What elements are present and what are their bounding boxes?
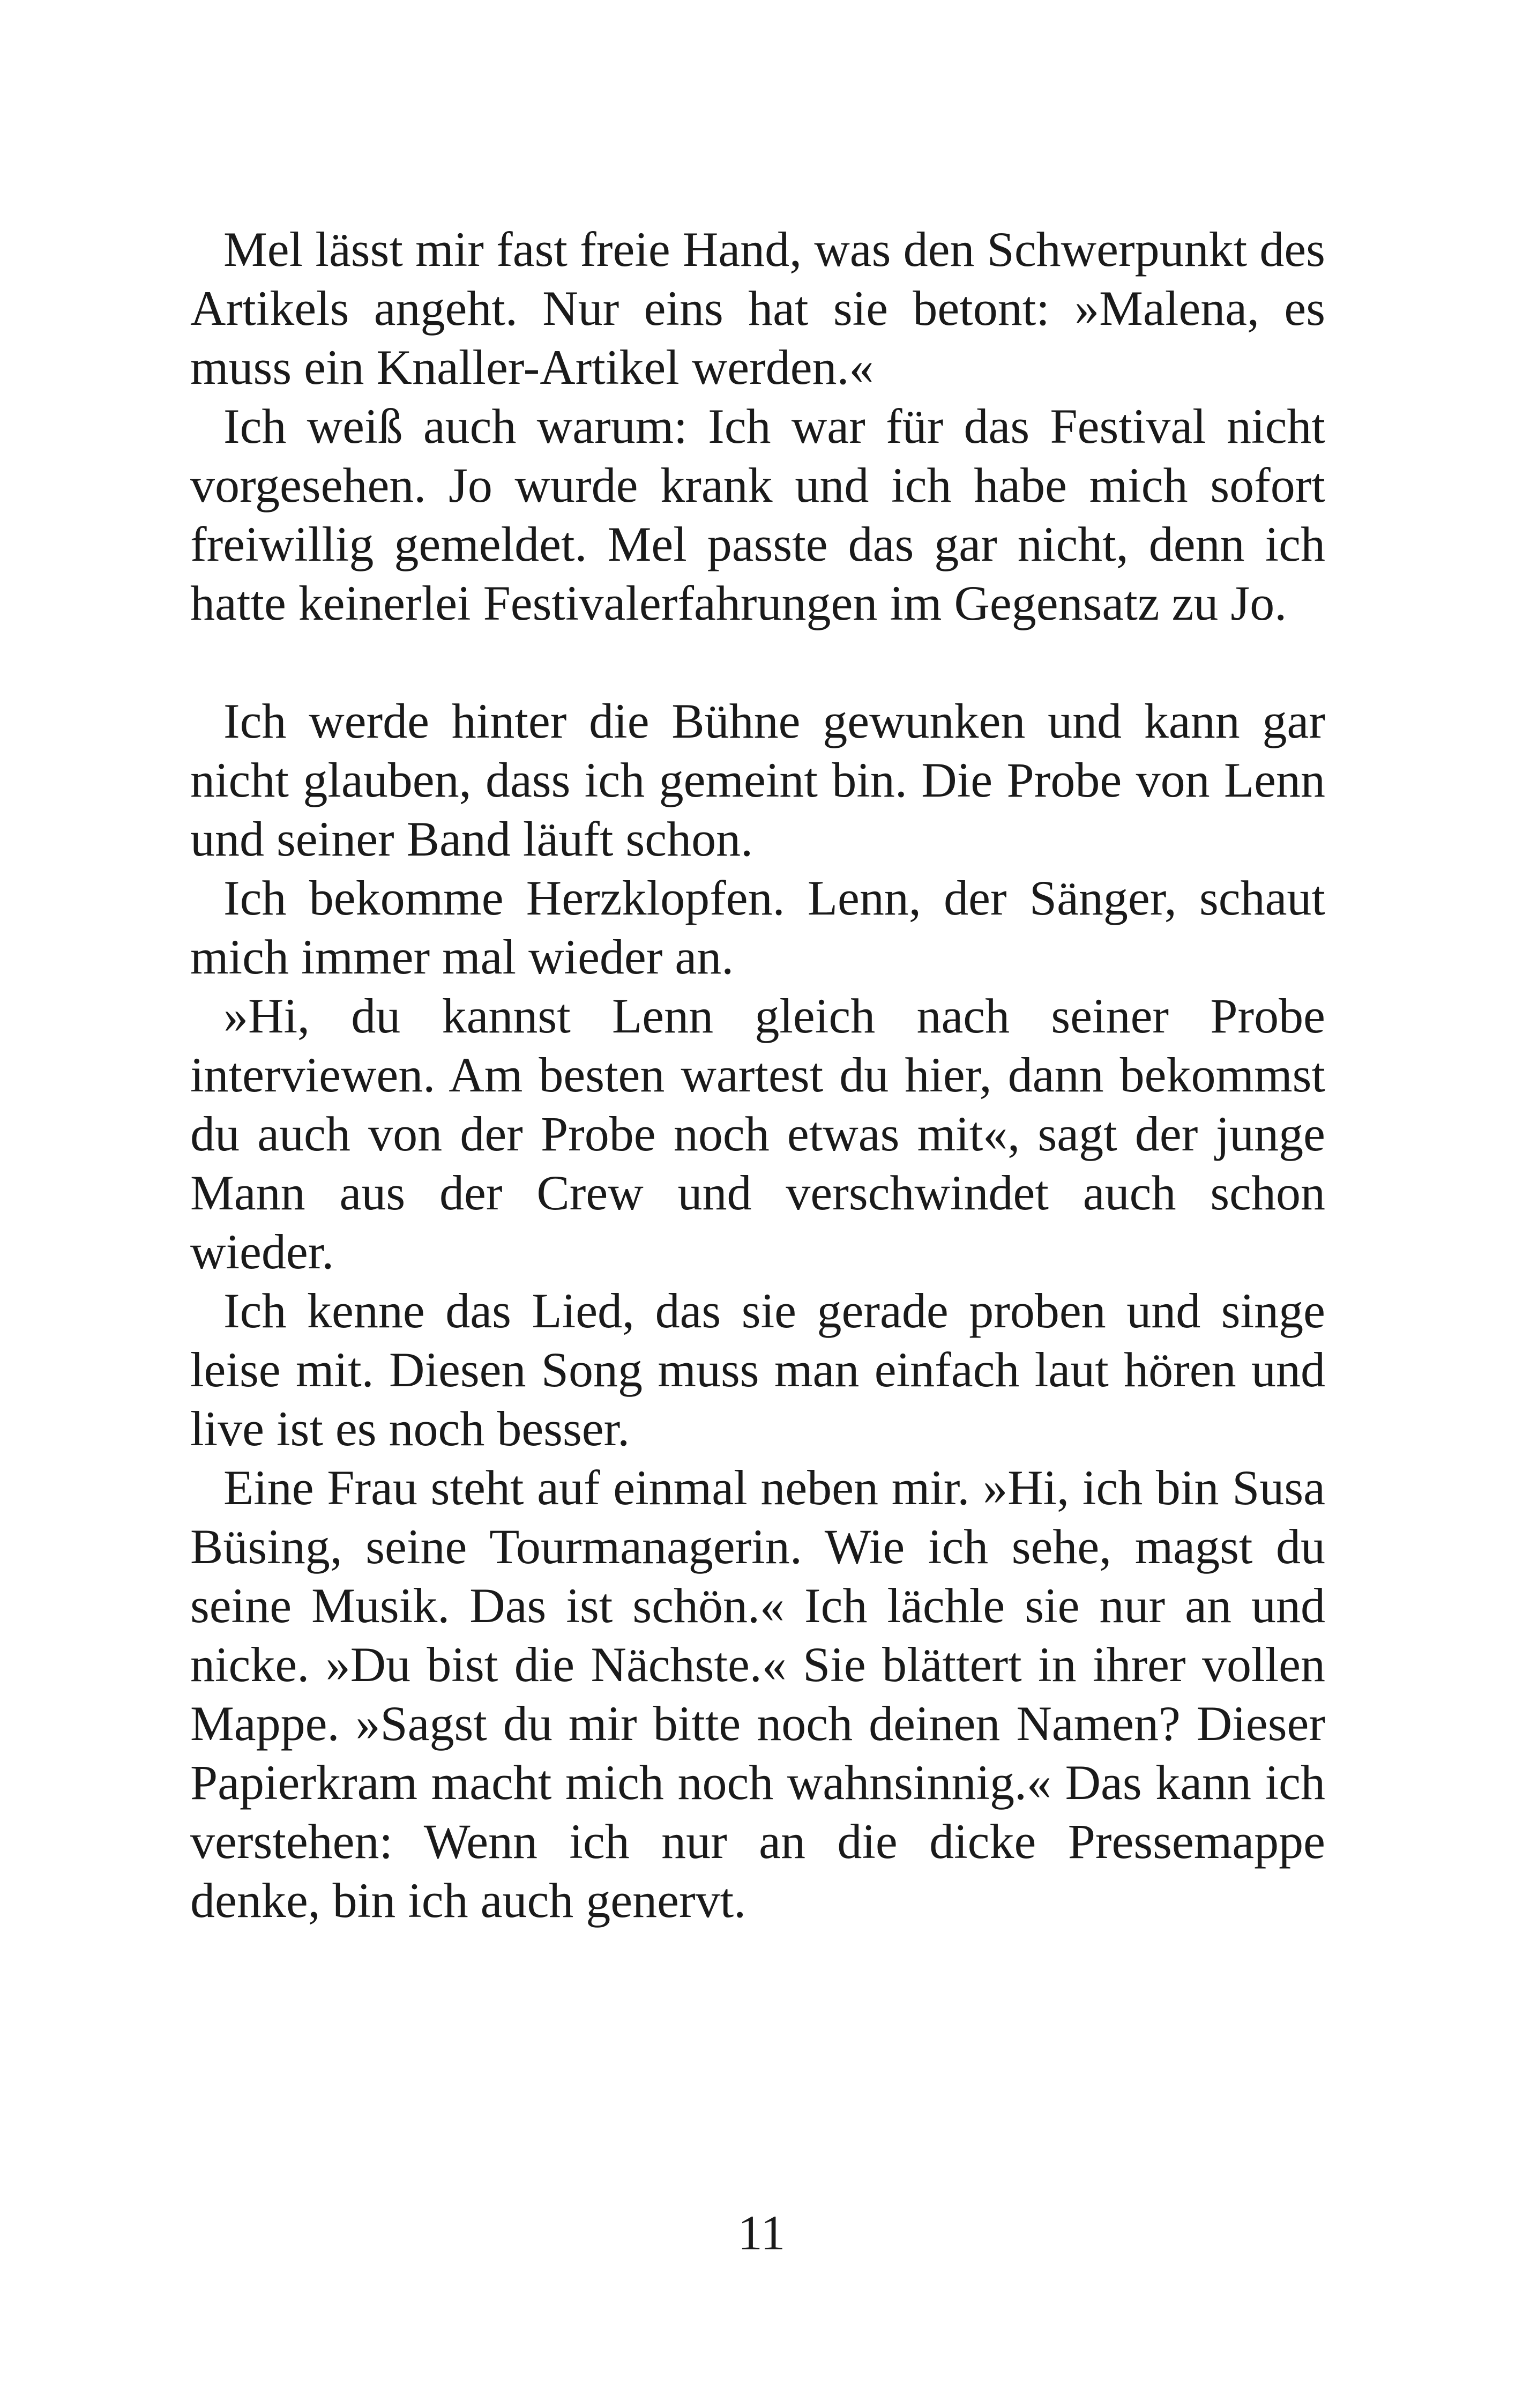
paragraph: Eine Frau steht auf einmal neben mir. »Hi, ich bin Susa Büsing, seine Tourmanagerin. Wie ich sehe, magst du seine Musik. Das ist schön.« Ich lächle sie nur an und nicke. »Du bist die Nächste.« Sie blättert in ihrer vollen Mappe. »Sagst du mir bitte noch deinen Namen? Dieser Papierkram macht mich noch wahnsinnig.« Das kann ich verstehen: Wenn ich nur an die dicke Pressemappe denke, bin ich auch genervt. [190, 1460, 1325, 1928]
body-text [190, 220, 1325, 1930]
page-number: 11 [737, 2205, 786, 2260]
paragraph: »Hi, du kannst Lenn gleich nach seiner Probe interviewen. Am besten wartest du hier, dann bekommst du auch von der Probe noch etwas mit«, sagt der junge Mann aus der Crew und verschwindet auch schon wieder. [190, 989, 1325, 1279]
paragraph: Ich kenne das Lied, das sie gerade proben und singe leise mit. Diesen Song muss man einfach laut hören und live ist es noch besser. [190, 1283, 1325, 1456]
paragraph: Ich weiß auch warum: Ich war für das Festival nicht vorgesehen. Jo wurde krank und ich habe mich sofort freiwillig gemeldet. Mel passte das gar nicht, denn ich hatte keinerlei Festivalerfahrungen im Gegensatz zu Jo. [190, 399, 1325, 630]
paragraph: Ich bekomme Herzklopfen. Lenn, der Sänger, schaut mich immer mal wieder an. [190, 871, 1325, 984]
paragraph: Ich werde hinter die Bühne gewunken und kann gar nicht glauben, dass ich gemeint bin. Die Probe von Lenn und seiner Band läuft schon. [190, 694, 1325, 866]
paragraph: Mel lässt mir fast freie Hand, was den Schwerpunkt des Artikels angeht. Nur eins hat sie betont: »Malena, es muss ein Knaller-Artikel werden.« [190, 222, 1325, 395]
